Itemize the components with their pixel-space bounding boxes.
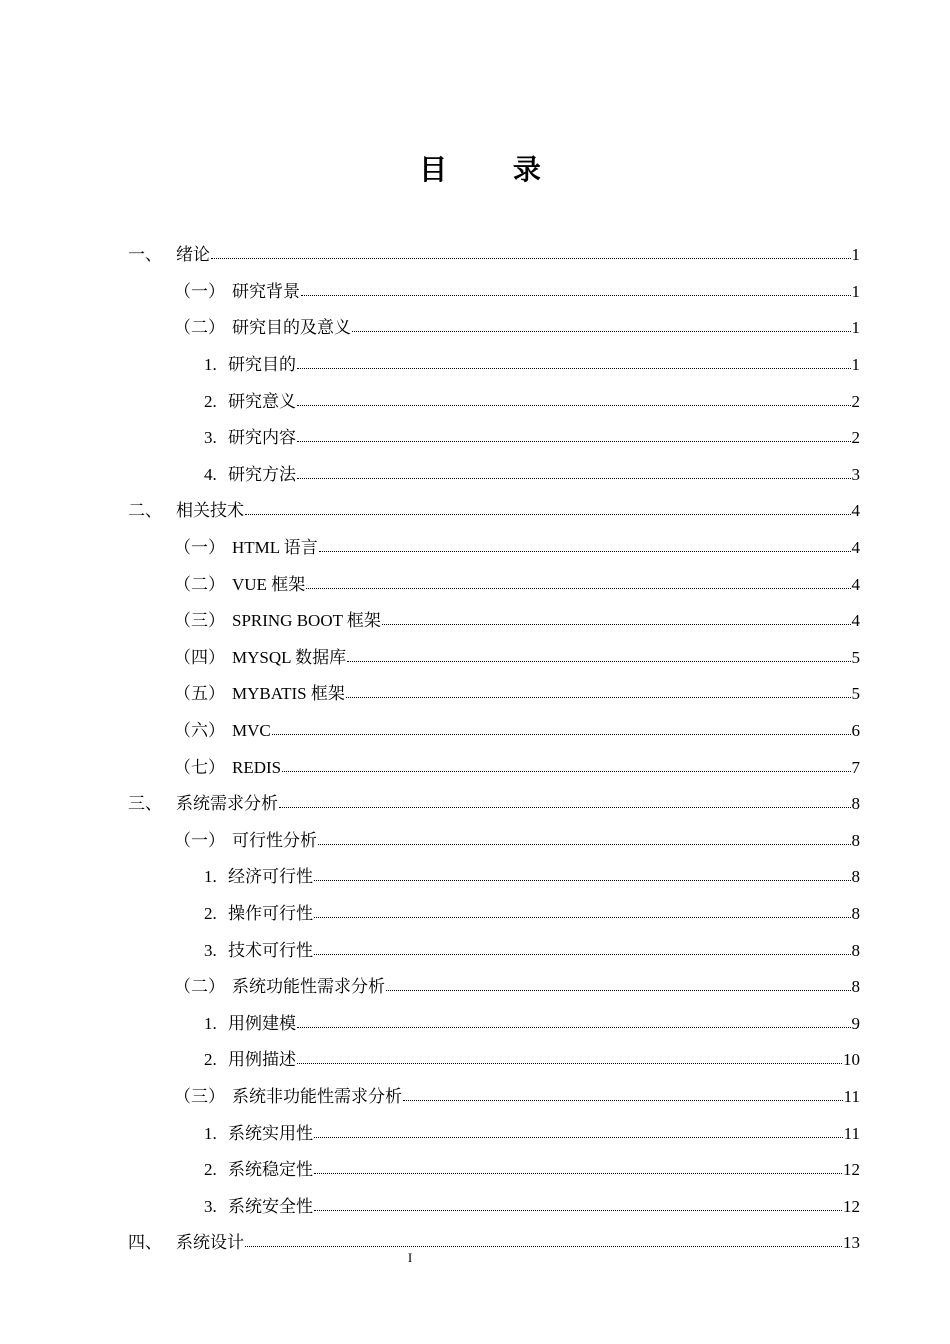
- toc-entry-page-number: 11: [843, 1086, 860, 1106]
- toc-entry-page-number: 8: [851, 977, 860, 997]
- toc-entry-line: [204, 423, 860, 447]
- toc-dot-leader: [346, 697, 851, 698]
- toc-entry-line: [204, 1009, 860, 1033]
- toc-entry[interactable]: [0, 307, 950, 344]
- toc-entry-number: （一）: [174, 538, 225, 559]
- toc-entry-label: 系统设计: [176, 1233, 244, 1254]
- toc-entry[interactable]: [0, 820, 950, 857]
- toc-dot-leader: [211, 258, 851, 259]
- toc-entry-page-number: 8: [851, 940, 860, 960]
- toc-entry-page-number: 10: [843, 1050, 860, 1070]
- toc-entry[interactable]: [0, 234, 950, 271]
- toc-entry-label: 系统需求分析: [176, 794, 278, 815]
- toc-entry-page-number: 5: [851, 684, 860, 704]
- toc-entry-line: [204, 936, 860, 960]
- toc-entry-line: [174, 1082, 860, 1106]
- toc-entry-page-number: 13: [843, 1233, 860, 1253]
- toc-entry[interactable]: [0, 1076, 950, 1113]
- toc-entry-number: 二、: [128, 501, 162, 522]
- toc-entry-page-number: 4: [851, 574, 860, 594]
- toc-entry-line: [174, 533, 860, 557]
- toc-dot-leader: [272, 734, 851, 735]
- toc-entry-label: 相关技术: [176, 501, 244, 522]
- toc-entry-page-number: 1: [851, 245, 860, 265]
- toc-entry-number: （二）: [174, 977, 225, 998]
- toc-entry-line: [174, 753, 860, 777]
- toc-dot-leader: [297, 368, 851, 369]
- toc-entry-label: 研究目的及意义: [232, 318, 351, 338]
- toc-entry-label: 经济可行性: [228, 867, 313, 887]
- toc-entry-label: 用例建模: [228, 1013, 296, 1033]
- toc-entry-label: 系统功能性需求分析: [232, 977, 385, 997]
- toc-entry-label: 研究意义: [228, 391, 296, 411]
- toc-entry[interactable]: [0, 380, 950, 417]
- toc-entry-number: （二）: [174, 574, 225, 595]
- toc-entry-label: 系统非功能性需求分析: [232, 1086, 402, 1106]
- page-footer-number: I: [407, 1250, 413, 1265]
- toc-entry-line: [174, 972, 860, 996]
- toc-dot-leader: [314, 954, 851, 955]
- toc-entry-number: 2.: [204, 903, 217, 923]
- toc-entry-line: [174, 606, 860, 630]
- toc-entry-number: 四、: [128, 1233, 162, 1254]
- toc-entry-number: 1.: [204, 1013, 217, 1033]
- toc-entry-page-number: 8: [851, 830, 860, 850]
- toc-entry-number: 三、: [128, 794, 162, 815]
- toc-entry-line: [204, 899, 860, 923]
- toc-entry-number: （七）: [174, 757, 225, 778]
- toc-entry-line: [128, 789, 860, 813]
- toc-dot-leader: [314, 1137, 843, 1138]
- toc-entry-label: 操作可行性: [228, 903, 313, 923]
- toc-dot-leader: [347, 661, 850, 662]
- toc-entry-line: [204, 862, 860, 886]
- toc-dot-leader: [245, 1246, 842, 1247]
- toc-entry-number: 4.: [204, 464, 217, 484]
- toc-entry-line: [204, 1045, 860, 1069]
- toc-entry-label: SPRING BOOT 框架: [232, 611, 381, 631]
- toc-dot-leader: [318, 844, 851, 845]
- toc-entry[interactable]: [0, 966, 950, 1003]
- toc-entry[interactable]: [0, 527, 950, 564]
- toc-entry-page-number: 4: [851, 611, 860, 631]
- toc-entry-page-number: 8: [851, 903, 860, 923]
- toc-entry-label: 技术可行性: [228, 940, 313, 960]
- toc-entry-label: 研究内容: [228, 428, 296, 448]
- toc-entry-number: （一）: [174, 281, 225, 302]
- toc-dot-leader: [352, 331, 851, 332]
- toc-entry-number: （六）: [174, 721, 225, 742]
- toc-entry[interactable]: [0, 1149, 950, 1186]
- toc-dot-leader: [297, 405, 851, 406]
- toc-dot-leader: [403, 1100, 843, 1101]
- toc-entry-number: 1.: [204, 1123, 217, 1143]
- toc-entry[interactable]: [0, 783, 950, 820]
- toc-entry[interactable]: [0, 856, 950, 893]
- toc-entry[interactable]: [0, 710, 950, 747]
- toc-dot-leader: [314, 1173, 842, 1174]
- toc-entry-line: [204, 460, 860, 484]
- toc-entry-line: [128, 496, 860, 520]
- toc-entry-line: [174, 570, 860, 594]
- toc-entry[interactable]: [0, 600, 950, 637]
- toc-entry-label: 研究目的: [228, 355, 296, 375]
- toc-entry-line: [204, 1155, 860, 1179]
- toc-entry-page-number: 1: [851, 355, 860, 375]
- toc-entry-page-number: 8: [851, 867, 860, 887]
- toc-dot-leader: [306, 588, 850, 589]
- toc-entry-label: 系统安全性: [228, 1196, 313, 1216]
- toc-entry-line: [174, 277, 860, 301]
- toc-entry-page-number: 11: [843, 1123, 860, 1143]
- toc-entry-page-number: 9: [851, 1013, 860, 1033]
- toc-entry-label: 系统稳定性: [228, 1160, 313, 1180]
- toc-entry-page-number: 7: [851, 757, 860, 777]
- toc-entry-number: 3.: [204, 940, 217, 960]
- toc-entry-line: [204, 387, 860, 411]
- toc-dot-leader: [279, 807, 851, 808]
- toc-entry-number: 1.: [204, 867, 217, 887]
- page-title: 目 录: [419, 153, 569, 186]
- toc-entry-label: 研究背景: [232, 281, 300, 301]
- toc-entry[interactable]: [0, 673, 950, 710]
- toc-entry[interactable]: [0, 746, 950, 783]
- toc-entry-number: 2.: [204, 391, 217, 411]
- toc-entry-line: [174, 716, 860, 740]
- toc-entry-number: （一）: [174, 830, 225, 851]
- toc-entry[interactable]: [0, 490, 950, 527]
- toc-dot-leader: [386, 990, 851, 991]
- toc-entry-label: MYSQL 数据库: [232, 647, 347, 667]
- toc-entry-number: （五）: [174, 684, 225, 705]
- toc-entry-page-number: 2: [851, 391, 860, 411]
- toc-entry-line: [204, 350, 860, 374]
- toc-entry-page-number: 12: [843, 1196, 860, 1216]
- toc-entry-page-number: 3: [851, 464, 860, 484]
- toc-entry[interactable]: [0, 454, 950, 491]
- toc-entry-page-number: 1: [851, 281, 860, 301]
- toc-entry-number: （三）: [174, 1086, 225, 1107]
- toc-entry-label: MVC: [232, 721, 271, 741]
- toc-entry-label: 研究方法: [228, 464, 296, 484]
- toc-entry-page-number: 4: [851, 538, 860, 558]
- toc-entry-page-number: 1: [851, 318, 860, 338]
- toc-entry[interactable]: [0, 637, 950, 674]
- toc-dot-leader: [297, 1027, 851, 1028]
- toc-entry-page-number: 12: [843, 1160, 860, 1180]
- toc-dot-leader: [319, 551, 851, 552]
- toc-entry-number: （三）: [174, 611, 225, 632]
- toc-entry-label: HTML 语言: [232, 538, 318, 558]
- toc-entry-number: 2.: [204, 1160, 217, 1180]
- toc-entry-label: REDIS: [232, 757, 282, 777]
- toc-entry-page-number: 6: [851, 721, 860, 741]
- toc-entry[interactable]: [0, 893, 950, 930]
- toc-entry[interactable]: [0, 1002, 950, 1039]
- toc-entry-label: VUE 框架: [232, 574, 306, 594]
- toc-entry[interactable]: [0, 1185, 950, 1222]
- toc-entry[interactable]: [0, 271, 950, 308]
- toc-entry-page-number: 8: [851, 794, 860, 814]
- toc-dot-leader: [245, 514, 851, 515]
- toc-dot-leader: [382, 624, 851, 625]
- toc-dot-leader: [282, 771, 850, 772]
- toc-entry-number: 3.: [204, 428, 217, 448]
- toc-entry-line: [128, 240, 860, 264]
- toc-entry-label: 用例描述: [228, 1050, 296, 1070]
- toc-dot-leader: [314, 1210, 842, 1211]
- toc-entry-line: [174, 679, 860, 703]
- toc-entry-page-number: 5: [851, 647, 860, 667]
- toc-entry-number: 1.: [204, 355, 217, 375]
- table-of-contents: [0, 234, 950, 1259]
- toc-entry-line: [128, 1228, 860, 1252]
- toc-dot-leader: [301, 295, 851, 296]
- toc-entry-number: 一、: [128, 245, 162, 266]
- toc-entry[interactable]: [0, 1039, 950, 1076]
- toc-entry-number: （二）: [174, 318, 225, 339]
- toc-entry-line: [174, 313, 860, 337]
- toc-entry-line: [204, 1119, 860, 1143]
- toc-dot-leader: [314, 917, 851, 918]
- toc-entry-line: [204, 1192, 860, 1216]
- toc-entry-label: MYBATIS 框架: [232, 684, 345, 704]
- toc-entry-label: 绪论: [176, 245, 210, 266]
- toc-dot-leader: [297, 1063, 842, 1064]
- toc-entry-label: 可行性分析: [232, 830, 317, 850]
- toc-entry-page-number: 4: [851, 501, 860, 521]
- toc-entry[interactable]: [0, 344, 950, 381]
- toc-entry-page-number: 2: [851, 428, 860, 448]
- toc-entry[interactable]: [0, 417, 950, 454]
- toc-entry[interactable]: [0, 563, 950, 600]
- toc-entry-number: 2.: [204, 1050, 217, 1070]
- toc-entry-line: [174, 643, 860, 667]
- toc-entry-line: [174, 826, 860, 850]
- toc-entry-label: 系统实用性: [228, 1123, 313, 1143]
- toc-dot-leader: [297, 478, 851, 479]
- toc-dot-leader: [297, 441, 851, 442]
- toc-entry-number: 3.: [204, 1196, 217, 1216]
- toc-entry-number: （四）: [174, 647, 225, 668]
- toc-entry[interactable]: [0, 929, 950, 966]
- toc-dot-leader: [314, 880, 851, 881]
- toc-entry[interactable]: [0, 1112, 950, 1149]
